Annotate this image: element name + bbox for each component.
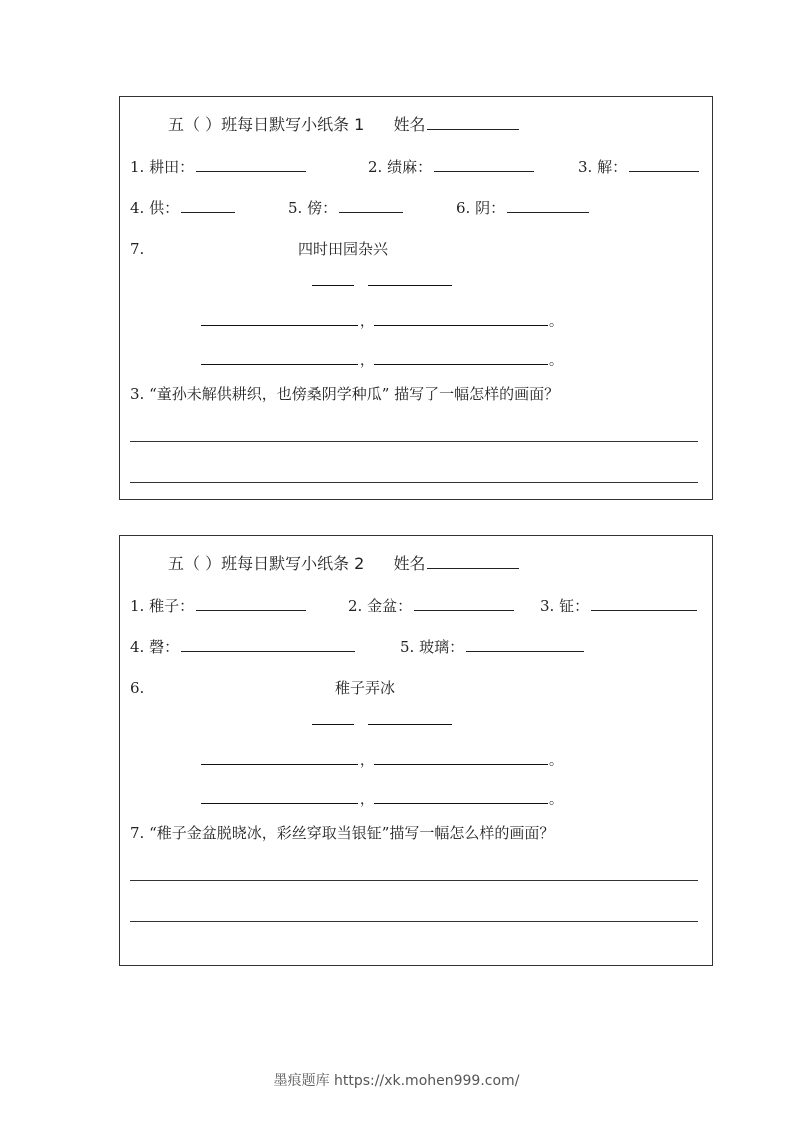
card-title — [168, 553, 519, 574]
vocab-answer-field[interactable] — [339, 197, 403, 213]
vocab-answer-field[interactable] — [629, 156, 699, 172]
vocab-label: 6. 阴： — [456, 199, 506, 217]
vocab-item-1 — [130, 595, 306, 616]
period: 。 — [549, 753, 563, 769]
answer-line-1[interactable] — [130, 441, 698, 442]
vocab-label: 5. 傍： — [288, 199, 338, 217]
comma: ， — [360, 753, 374, 769]
footer-watermark: 墨痕题库 https://xk.mohen999.com/ — [273, 1073, 520, 1089]
author-field[interactable] — [368, 724, 452, 725]
vocab-answer-field[interactable] — [414, 595, 514, 611]
card-title — [168, 114, 519, 135]
vocab-item-2 — [348, 595, 514, 616]
poem-line-1b[interactable] — [374, 325, 548, 326]
poem-title: 稚子弄冰 — [335, 679, 396, 697]
poem-line-1a[interactable] — [201, 764, 358, 765]
card-title-text: 五（ ）班每日默写小纸条 2 — [168, 554, 365, 573]
vocab-answer-field[interactable] — [181, 197, 235, 213]
period: 。 — [549, 792, 563, 808]
vocab-item-2 — [368, 156, 534, 177]
period: 。 — [549, 353, 563, 369]
question-text: 3. “童孙未解供耕织，也傍桑阴学种瓜” 描写了一幅怎样的画面？ — [130, 385, 560, 403]
poem-line-2b[interactable] — [374, 364, 548, 365]
poem-line-2a[interactable] — [201, 803, 358, 804]
vocab-answer-field[interactable] — [591, 595, 697, 611]
answer-line-2[interactable] — [130, 921, 698, 922]
poem-line-2b[interactable] — [374, 803, 548, 804]
name-label: 姓名 — [393, 115, 426, 134]
vocab-answer-field[interactable] — [196, 156, 306, 172]
dynasty-field[interactable] — [312, 724, 354, 725]
vocab-item-3 — [540, 595, 697, 616]
vocab-item-4 — [130, 197, 235, 218]
answer-line-2[interactable] — [130, 482, 698, 483]
vocab-label: 2. 绩麻： — [368, 158, 433, 176]
comma: ， — [360, 314, 374, 330]
vocab-answer-field[interactable] — [196, 595, 306, 611]
dictation-card-1 — [119, 96, 713, 500]
vocab-label: 4. 供： — [130, 199, 180, 217]
poem-number: 6. — [130, 679, 145, 697]
vocab-item-6 — [456, 197, 589, 218]
poem-line-2a[interactable] — [201, 364, 358, 365]
vocab-item-5 — [288, 197, 403, 218]
name-label: 姓名 — [393, 554, 426, 573]
vocab-label: 2. 金盆： — [348, 597, 413, 615]
vocab-label: 1. 耕田： — [130, 158, 195, 176]
card-title-text: 五（ ）班每日默写小纸条 1 — [168, 115, 365, 134]
vocab-answer-field[interactable] — [181, 636, 355, 652]
dynasty-field[interactable] — [312, 285, 354, 286]
poem-line-1a[interactable] — [201, 325, 358, 326]
vocab-label: 3. 解： — [578, 158, 628, 176]
comma: ， — [360, 353, 374, 369]
poem-number: 7. — [130, 240, 145, 258]
question-text: 7. “稚子金盆脱晓冰，彩丝穿取当银钲”描写一幅怎么样的画面？ — [130, 824, 555, 842]
vocab-item-5 — [400, 636, 584, 657]
name-field[interactable] — [427, 114, 519, 130]
vocab-item-4 — [130, 636, 355, 657]
dictation-card-2 — [119, 535, 713, 966]
author-field[interactable] — [368, 285, 452, 286]
name-field[interactable] — [427, 553, 519, 569]
vocab-answer-field[interactable] — [466, 636, 584, 652]
vocab-label: 4. 磬： — [130, 638, 180, 656]
comma: ， — [360, 792, 374, 808]
vocab-item-1 — [130, 156, 306, 177]
poem-title: 四时田园杂兴 — [298, 240, 389, 258]
answer-line-1[interactable] — [130, 880, 698, 881]
poem-line-1b[interactable] — [374, 764, 548, 765]
vocab-item-3 — [578, 156, 699, 177]
vocab-label: 1. 稚子： — [130, 597, 195, 615]
vocab-answer-field[interactable] — [434, 156, 534, 172]
vocab-label: 5. 玻璃： — [400, 638, 465, 656]
vocab-label: 3. 钲： — [540, 597, 590, 615]
vocab-answer-field[interactable] — [507, 197, 589, 213]
period: 。 — [549, 314, 563, 330]
